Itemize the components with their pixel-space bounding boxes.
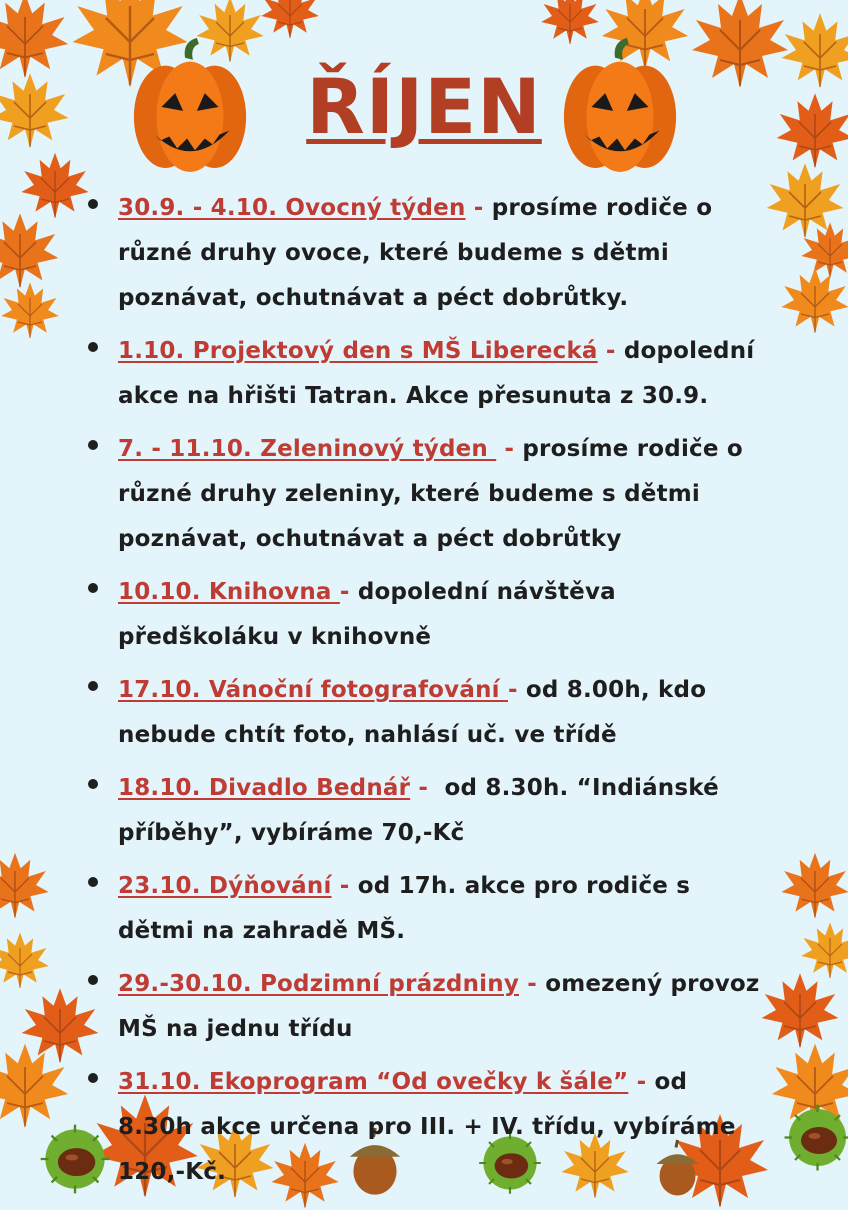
event-separator: - <box>465 195 492 221</box>
maple-leaf-icon <box>0 930 50 990</box>
bullet-icon <box>88 199 98 209</box>
event-heading: 18.10. Divadlo Bednář <box>118 775 411 801</box>
event-text <box>118 864 768 954</box>
event-heading: 31.10. Ekoprogram “Od ovečky k šále” <box>118 1069 629 1095</box>
event-heading: 10.10. Knihovna <box>118 579 340 605</box>
event-item <box>88 329 768 419</box>
event-item <box>88 186 768 321</box>
chestnut-icon <box>780 1100 848 1175</box>
page-title: ŘÍJEN <box>306 62 542 151</box>
event-description: od 8.30h akce určena pro III. + IV. třídu, vybíráme 120,-Kč. <box>118 1069 736 1185</box>
event-item <box>88 668 768 758</box>
maple-leaf-icon <box>780 265 848 335</box>
event-text <box>118 329 768 419</box>
event-text <box>118 1060 768 1195</box>
maple-leaf-icon <box>0 210 60 290</box>
event-heading: 30.9. - 4.10. Ovocný týden <box>118 195 466 221</box>
event-separator: - <box>331 873 358 899</box>
event-description: prosíme rodiče o různé druhy ovoce, které budeme s dětmi poznávat, ochutnávat a péct dobrůtky. <box>118 195 713 311</box>
event-separator: - <box>496 436 523 462</box>
maple-leaf-icon <box>780 850 848 920</box>
event-item <box>88 570 768 660</box>
event-description: omezený provoz MŠ na jednu třídu <box>118 971 760 1042</box>
event-item <box>88 864 768 954</box>
event-heading: 23.10. Dýňování <box>118 873 332 899</box>
event-text <box>118 570 768 660</box>
event-heading: 1.10. Projektový den s MŠ Liberecká <box>118 338 598 364</box>
event-item <box>88 766 768 856</box>
bullet-icon <box>88 975 98 985</box>
maple-leaf-icon <box>0 280 60 340</box>
bullet-icon <box>88 342 98 352</box>
event-description: dopolední návštěva předškoláku v knihovně <box>118 579 616 650</box>
event-description: dopolední akce na hřišti Tatran. Akce přesunuta z 30.9. <box>118 338 755 409</box>
event-separator: - <box>519 971 546 997</box>
event-separator: - <box>339 579 358 605</box>
event-heading: 7. - 11.10. Zeleninový týden <box>118 436 497 462</box>
event-description: od 17h. akce pro rodiče s dětmi na zahradě MŠ. <box>118 873 691 944</box>
event-text <box>118 766 768 856</box>
event-text <box>118 668 768 758</box>
maple-leaf-icon <box>260 0 320 40</box>
event-item <box>88 427 768 562</box>
bullet-icon <box>88 681 98 691</box>
bullet-icon <box>88 440 98 450</box>
event-separator: - <box>410 775 445 801</box>
bullet-icon <box>88 583 98 593</box>
event-separator: - <box>628 1069 655 1095</box>
bullet-icon <box>88 1073 98 1083</box>
event-description: od 8.00h, kdo nebude chtít foto, nahlásí uč. ve třídě <box>118 677 707 748</box>
bullet-icon <box>88 779 98 789</box>
event-item <box>88 1060 768 1195</box>
event-list <box>88 186 768 1203</box>
event-heading: 17.10. Vánoční fotografování <box>118 677 508 703</box>
bullet-icon <box>88 877 98 887</box>
event-description: prosíme rodiče o různé druhy zeleniny, které budeme s dětmi poznávat, ochutnávat a péct dobrůtky <box>118 436 743 552</box>
event-heading: 29.-30.10. Podzimní prázdniny <box>118 971 520 997</box>
event-text <box>118 186 768 321</box>
event-text <box>118 962 768 1052</box>
event-item <box>88 962 768 1052</box>
event-separator: - <box>597 338 624 364</box>
event-text <box>118 427 768 562</box>
event-separator: - <box>507 677 526 703</box>
maple-leaf-icon <box>760 970 840 1050</box>
event-description: od 8.30h. “Indiánské příběhy”, vybíráme 70,-Kč <box>118 775 719 846</box>
maple-leaf-icon <box>0 850 50 920</box>
maple-leaf-icon <box>0 1040 70 1130</box>
